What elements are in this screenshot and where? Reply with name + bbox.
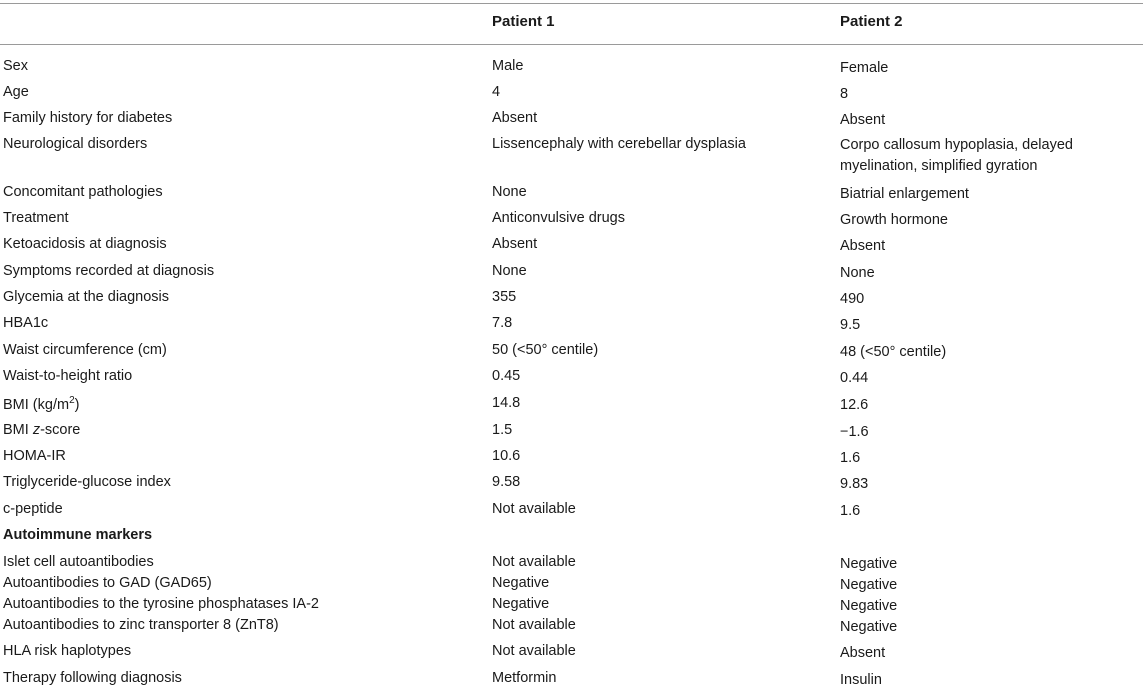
row-label: Age — [3, 84, 29, 100]
section-title: Autoimmune markers — [3, 527, 153, 543]
patient-2-value: 9.83 — [840, 476, 869, 492]
row-label: HBA1c — [3, 315, 49, 331]
patient-2-value: 490 — [840, 291, 865, 307]
header-patient-1: Patient 1 — [492, 13, 555, 30]
patient-1-value: None — [492, 184, 527, 200]
patient-1-value: Lissencephaly with cerebellar dysplasia — [492, 136, 746, 152]
patient-2-value: None — [840, 265, 875, 281]
row-label: Waist circumference (cm) — [3, 342, 167, 358]
row-label: HOMA-IR — [3, 448, 66, 464]
row-label: Treatment — [3, 210, 69, 226]
patient-1-value: 7.8 — [492, 315, 513, 331]
patient-1-value: 10.6 — [492, 448, 521, 464]
patient-1-value: 14.8 — [492, 395, 521, 411]
row-label: Ketoacidosis at diagnosis — [3, 236, 167, 252]
patient-2-value: Absent — [840, 645, 886, 661]
patient-1-value: 4 — [492, 84, 501, 100]
header-patient-2: Patient 2 — [840, 13, 903, 30]
patient-2-value: Negative — [840, 577, 898, 593]
patient-1-value: Absent — [492, 236, 538, 252]
patient-2-value: Female — [840, 60, 889, 76]
patient-2-value: Negative — [840, 619, 898, 635]
row-label: Waist-to-height ratio — [3, 368, 133, 384]
patient-1-value: 1.5 — [492, 422, 513, 438]
patient-1-value: Negative — [492, 596, 550, 612]
row-label: Autoantibodies to GAD (GAD65) — [3, 575, 212, 591]
patient-2-value: Corpo callosum hypoplasia, delayed myelination, simplified gyration — [840, 137, 1073, 174]
patient-2-value: 1.6 — [840, 503, 861, 519]
patient-1-value: Absent — [492, 110, 538, 126]
row-label: Glycemia at the diagnosis — [3, 289, 170, 305]
patient-1-value: Not available — [492, 554, 576, 570]
row-label: Concomitant pathologies — [3, 184, 163, 200]
patient-1-value: Metformin — [492, 670, 557, 686]
patient-2-value: Insulin — [840, 672, 882, 688]
patient-1-value: Male — [492, 58, 524, 74]
patient-2-value: Biatrial enlargement — [840, 186, 969, 202]
table-top-rule — [0, 3, 1143, 4]
patient-1-value: 9.58 — [492, 474, 521, 490]
header-rule — [0, 44, 1143, 45]
row-label: Family history for diabetes — [3, 110, 173, 126]
patient-2-value: Negative — [840, 556, 898, 572]
row-label: BMI $(kg/m^2)$ — [3, 395, 80, 413]
patient-1-value: Negative — [492, 575, 550, 591]
row-label: Autoantibodies to the tyrosine phosphatases IA-2 — [3, 596, 319, 612]
patient-2-value: Absent — [840, 238, 886, 254]
patient-1-value: 50 (<50° centile) — [492, 342, 599, 358]
patient-2-value: −1.6 — [840, 424, 869, 440]
patient-2-value: Absent — [840, 112, 886, 128]
patient-2-value: Growth hormone — [840, 212, 948, 228]
row-label: c-peptide — [3, 501, 63, 517]
patient-2-value: 48 (<50° centile) — [840, 344, 947, 360]
row-label: HLA risk haplotypes — [3, 643, 132, 659]
patient-2-value: 1.6 — [840, 450, 861, 466]
row-label: Therapy following diagnosis — [3, 670, 182, 686]
row-label: Autoantibodies to zinc transporter 8 (ZnT8) — [3, 617, 279, 633]
patient-1-value: Not available — [492, 617, 576, 633]
patient-1-value: None — [492, 263, 527, 279]
row-label: Islet cell autoantibodies — [3, 554, 154, 570]
row-label: BMI z-score — [3, 422, 81, 438]
patient-1-value: Not available — [492, 643, 576, 659]
patient-2-value: 8 — [840, 86, 849, 102]
row-label: Sex — [3, 58, 28, 74]
patient-2-value: 9.5 — [840, 317, 861, 333]
patient-1-value: Not available — [492, 501, 576, 517]
patient-1-value: Anticonvulsive drugs — [492, 210, 625, 226]
row-label: Triglyceride-glucose index — [3, 474, 171, 490]
patient-2-value: Negative — [840, 598, 898, 614]
row-label: Symptoms recorded at diagnosis — [3, 263, 215, 279]
row-label: Neurological disorders — [3, 136, 148, 152]
patient-1-value: 355 — [492, 289, 517, 305]
patient-2-value: 0.44 — [840, 370, 869, 386]
patient-1-value: 0.45 — [492, 368, 521, 384]
patient-2-value: 12.6 — [840, 397, 869, 413]
